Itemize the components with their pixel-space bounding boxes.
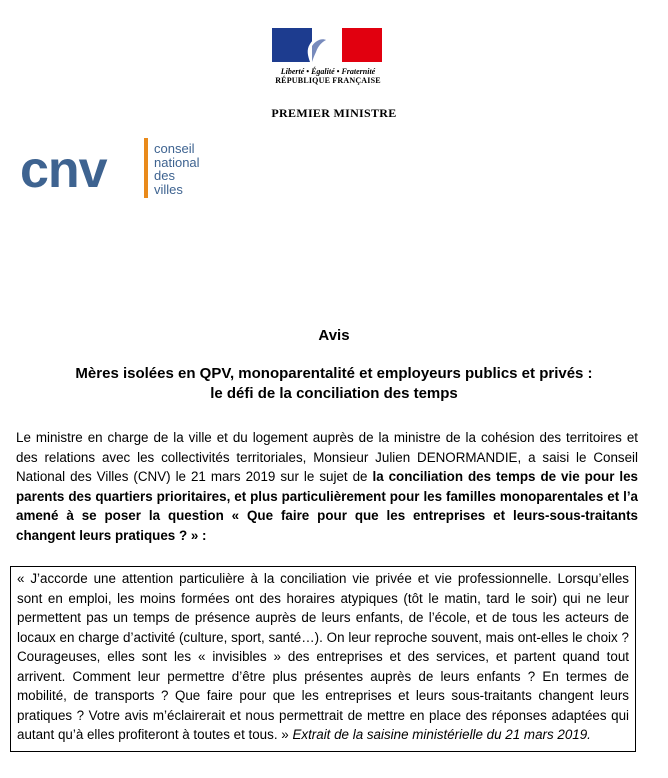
title-line: le défi de la conciliation des temps bbox=[210, 385, 458, 402]
cnv-logo-letters: cnv bbox=[20, 141, 107, 199]
republic-name: RÉPUBLIQUE FRANÇAISE bbox=[275, 76, 381, 85]
tricolor-flag bbox=[272, 28, 382, 62]
quote-source: Extrait de la saisine ministérielle du 21 mars 2019. bbox=[292, 727, 591, 742]
ministerial-quote-box bbox=[10, 566, 636, 752]
document-label: Avis bbox=[318, 327, 350, 344]
cnv-word: des villes bbox=[154, 168, 183, 197]
marianne-profile-icon bbox=[296, 28, 356, 62]
title-line: Mères isolées en QPV, monoparentalité et employeurs publics et privés : bbox=[75, 365, 593, 382]
ministry-title: PREMIER MINISTRE bbox=[271, 106, 397, 120]
quote-text: « J’accorde une attention particulière à la conciliation vie privée et vie professionnelle. Lorsqu’elles sont en emploi, les moins formées ont des horaires atypiques (tôt le matin, tard le soir) qui ne leur permettent pas un temps de présence auprès de leurs enfants, de l’école, et de tous les acteurs de locaux en charge d’activité (culture, sport, santé…). On leur reproche souvent, mais ont-elles le choix ? Courageuses, elles sont les « invisibles » des entreprises et des services, et partent quand tout arrivent. Comment leur permettre d’être plus présentes auprès de leurs enfants ? En termes de mobilité, de transports ? Que faire pour que les entreprises et leurs sous-traitants changent leurs pratiques ? Votre avis m’éclairerait et nous permettrait de mettre en place des réponses adaptées qui autant qu’à elles profiteront à toutes et tous. » bbox=[17, 571, 629, 742]
intro-text: Le ministre en charge de la ville et du logement auprès de la ministre de la cohésion des territoires et des relations avec les collectivités territoriales, Monsieur Julien DENORMANDIE, a saisi le Conseil National des Villes (CNV) le 21 mars 2019 sur le sujet de bbox=[16, 430, 638, 484]
cnv-word: conseil bbox=[154, 141, 195, 156]
cnv-logo-bar bbox=[144, 138, 148, 198]
intro-paragraph bbox=[16, 428, 638, 545]
motto: Liberté • Égalité • Fraternité bbox=[280, 67, 376, 76]
intro-bold-text: la conciliation des temps de vie pour les parents des quartiers prioritaires, et plus particulièrement pour les familles monoparentales et l’a amené à se poser la question « Que faire pour que les entreprises et leurs-sous-traitants changent leurs pratiques ? » : bbox=[16, 469, 638, 543]
cnv-word: national bbox=[154, 154, 200, 170]
document-title bbox=[0, 364, 668, 404]
cnv-logo-words bbox=[154, 142, 200, 196]
marianne-logo bbox=[272, 28, 384, 85]
cnv-logo bbox=[20, 138, 200, 198]
